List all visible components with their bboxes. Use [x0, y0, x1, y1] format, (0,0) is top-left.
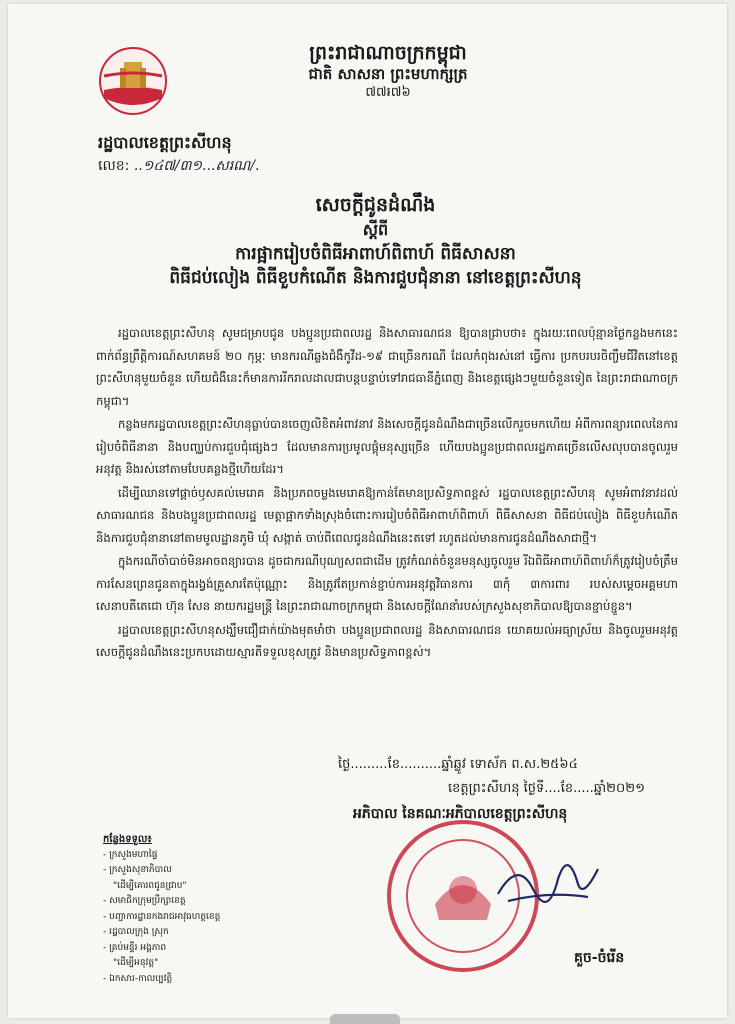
- recipient-item: "ដើម្បីអនុវត្ត": [113, 958, 159, 968]
- recipient-item: - រដ្ឋបាលក្រុង ស្រុក: [103, 927, 169, 937]
- document-page: [8, 4, 727, 1018]
- recipient-item: - ឯកសារ-កាលប្បវត្តិ: [103, 973, 173, 984]
- title-line-2: ស្ដីពី: [362, 220, 389, 239]
- kingdom-name: ព្រះរាជាណាចក្រកម្ពុជា: [309, 42, 467, 64]
- national-motto: ជាតិ សាសនា ព្រះមហាក្សត្រ: [308, 65, 468, 83]
- body-paragraph: រដ្ឋបាលខេត្តព្រះសីហនុ សូមជម្រាបជូន បងប្អូនប្រជាពលរដ្ឋ និងសាធារណជន ឱ្យបានជ្រាបថា៖ ក្នុងរយៈពេលប៉ុន្មានថ្ងៃកន្លងមកនេះ ពាក់ព័ន្ធព្រឹត្តិការណ៍សហគមន៍ ២០ កុម្ភៈ មានករណីឆ្លងជំងឺកូវីដ-១៩ ជាច្រើនករណី ដែលកំពុងរស់នៅ ធ្វើការ ប្រកបរបរចិញ្ចឹមជីវិតនៅខេត្តព្រះសីហនុមួយចំនួន ហើយជំងឺនេះក៏មានការរីករាលដាលជាបន្តបន្ទាប់ទៅរាជធានីភ្នំពេញ និងខេត្តផ្សេងៗមួយចំនួនទៀត នៃព្រះរាជាណាចក្រកម្ពុជា។: [96, 326, 678, 408]
- recipient-item: - ក្រសួងសុខាភិបាល: [103, 865, 172, 875]
- solar-date: ខេត្តព្រះសីហនុ ថ្ងៃទី....ខែ.....ឆ្នាំ២០២១: [448, 781, 645, 796]
- lunar-date: ថ្ងៃ.........ខែ..........ឆ្នាំឆ្លូវ ទោស័ក ព.ស.២៥៦៤: [338, 757, 578, 772]
- notice-body: [96, 322, 678, 665]
- ref-label: លេខ:: [98, 158, 130, 174]
- ref-handwritten: ..១៤៧/៣១...សរណ/.: [133, 158, 260, 174]
- kingdom-header: [258, 42, 518, 102]
- notice-title: [68, 192, 683, 290]
- recipient-item: - សមាជិកក្រុមប្រឹក្សាខេត្ត: [103, 896, 186, 906]
- recipients-heading: កន្លែងទទួល៖: [103, 834, 152, 845]
- signer-title: អភិបាល នៃគណៈអភិបាលខេត្តព្រះសីហនុ: [353, 806, 568, 822]
- issuing-authority: រដ្ឋបាលខេត្តព្រះសីហនុ: [98, 133, 232, 152]
- recipients-list: [103, 832, 220, 987]
- body-paragraph: កន្លងមករដ្ឋបាលខេត្តព្រះសីហនុធ្លាប់បានចេញលិខិតអំពាវនាវ និងសេចក្តីជូនដំណឹងជាច្រើនលើករួចមកហើយ អំពីការពន្យារពេលនៃការរៀបចំពិធីនានា និងបញ្ឈប់ការជួបជុំផ្សេងៗ ដែលមានការប្រមូលផ្ដុំមនុស្សច្រើន ហើយបងប្អូនប្រជាពលរដ្ឋភាគច្រើនលើសលុបបានចូលរួមអនុវត្ត និងរស់នៅតាមបែបគន្លងថ្មីហើយដែរ។: [96, 417, 678, 476]
- title-line-1: សេចក្ដីជូនដំណឹង: [315, 194, 436, 216]
- recipient-item: - ក្រសួងមហាផ្ទៃ: [103, 849, 158, 860]
- body-paragraph: ក្នុងករណីចាំបាច់មិនអាចពន្យារបាន ដូចជាករណីបុណ្យសពជាដើម ត្រូវកំណត់ចំនួនមនុស្សចូលរួម រីឯពិធីអាពាហ៍ពិពាហ៍ក៏ត្រូវរៀបចំត្រឹម ការសែនព្រេនជូនតាក្នុងរង្វង់គ្រួសារតែប៉ុណ្ណោះ និងត្រូវតែប្រកាន់ខ្ជាប់ការអនុវត្តវិធានការ ៣កុំ ៣ការពារ របស់សម្ដេចអគ្គមហាសេនាបតីតេជោ ហ៊ុន សែន នាយករដ្ឋមន្ត្រី នៃព្រះរាជាណាចក្រកម្ពុជា និងសេចក្ដីណែនាំរបស់ក្រសួងសុខាភិបាលឱ្យបានខ្ជាប់ខ្ជួន។: [96, 554, 678, 613]
- recipient-item: - បញ្ជាការដ្ឋានកងរាជអាវុធហត្ថខេត្ត: [103, 911, 221, 922]
- header-ornament: ៧៧៛៧៦: [365, 85, 411, 100]
- home-indicator: [330, 1014, 400, 1024]
- signer-name: គួច-ចំរើន: [574, 950, 625, 966]
- title-line-4: ពិធីជប់លៀង ពិធីខួបកំណើត និងការជួបជុំនានា នៅខេត្តព្រះសីហនុ: [169, 268, 582, 288]
- recipient-item: - គ្រប់មន្ទីរ អង្គភាព: [103, 942, 167, 953]
- title-line-3: ការផ្អាករៀបចំពិធីអាពាហ៍ពិពាហ៍ ពិធីសាសនា: [235, 244, 516, 264]
- body-paragraph: ដើម្បីឈានទៅផ្ដាច់ឫសគល់មេរោគ និងប្រភពចម្លងមេរោគឱ្យកាន់តែមានប្រសិទ្ធភាពខ្ពស់ រដ្ឋបាលខេត្តព្រះសីហនុ សូមអំពាវនាវដល់សាធារណជន និងបងប្អូនប្រជាពលរដ្ឋ មេត្តាផ្អាកទាំងស្រុងចំពោះការរៀបចំពិធីអាពាហ៍ពិពាហ៍ ពិធីសាសនា ពិធីជប់លៀង ពិធីខួបកំណើត និងការជួបជុំនានានៅតាមមូលដ្ឋានភូមិ ឃុំ សង្កាត់ ចាប់ពីពេលជូនដំណឹងនេះតទៅ រហូតដល់មានការជូនដំណឹងសាជាថ្មី។: [96, 485, 678, 545]
- body-paragraph: រដ្ឋបាលខេត្តព្រះសីហនុសង្ឃឹមជឿជាក់យ៉ាងមុតមាំថា បងប្អូនប្រជាពលរដ្ឋ និងសាធារណជន យោគយល់អធ្យាស្រ័យ និងចូលរួមអនុវត្តសេចក្ដីជូនដំណឹងនេះប្រកបដោយស្មារតីទទួលខុសត្រូវ និងមានប្រសិទ្ធភាពខ្ពស់។: [96, 622, 678, 659]
- provincial-logo: [98, 46, 168, 116]
- recipient-item: "ដើម្បីគោរពជូនជ្រាប": [113, 880, 187, 891]
- signature: [488, 839, 608, 919]
- reference-number: [98, 156, 259, 177]
